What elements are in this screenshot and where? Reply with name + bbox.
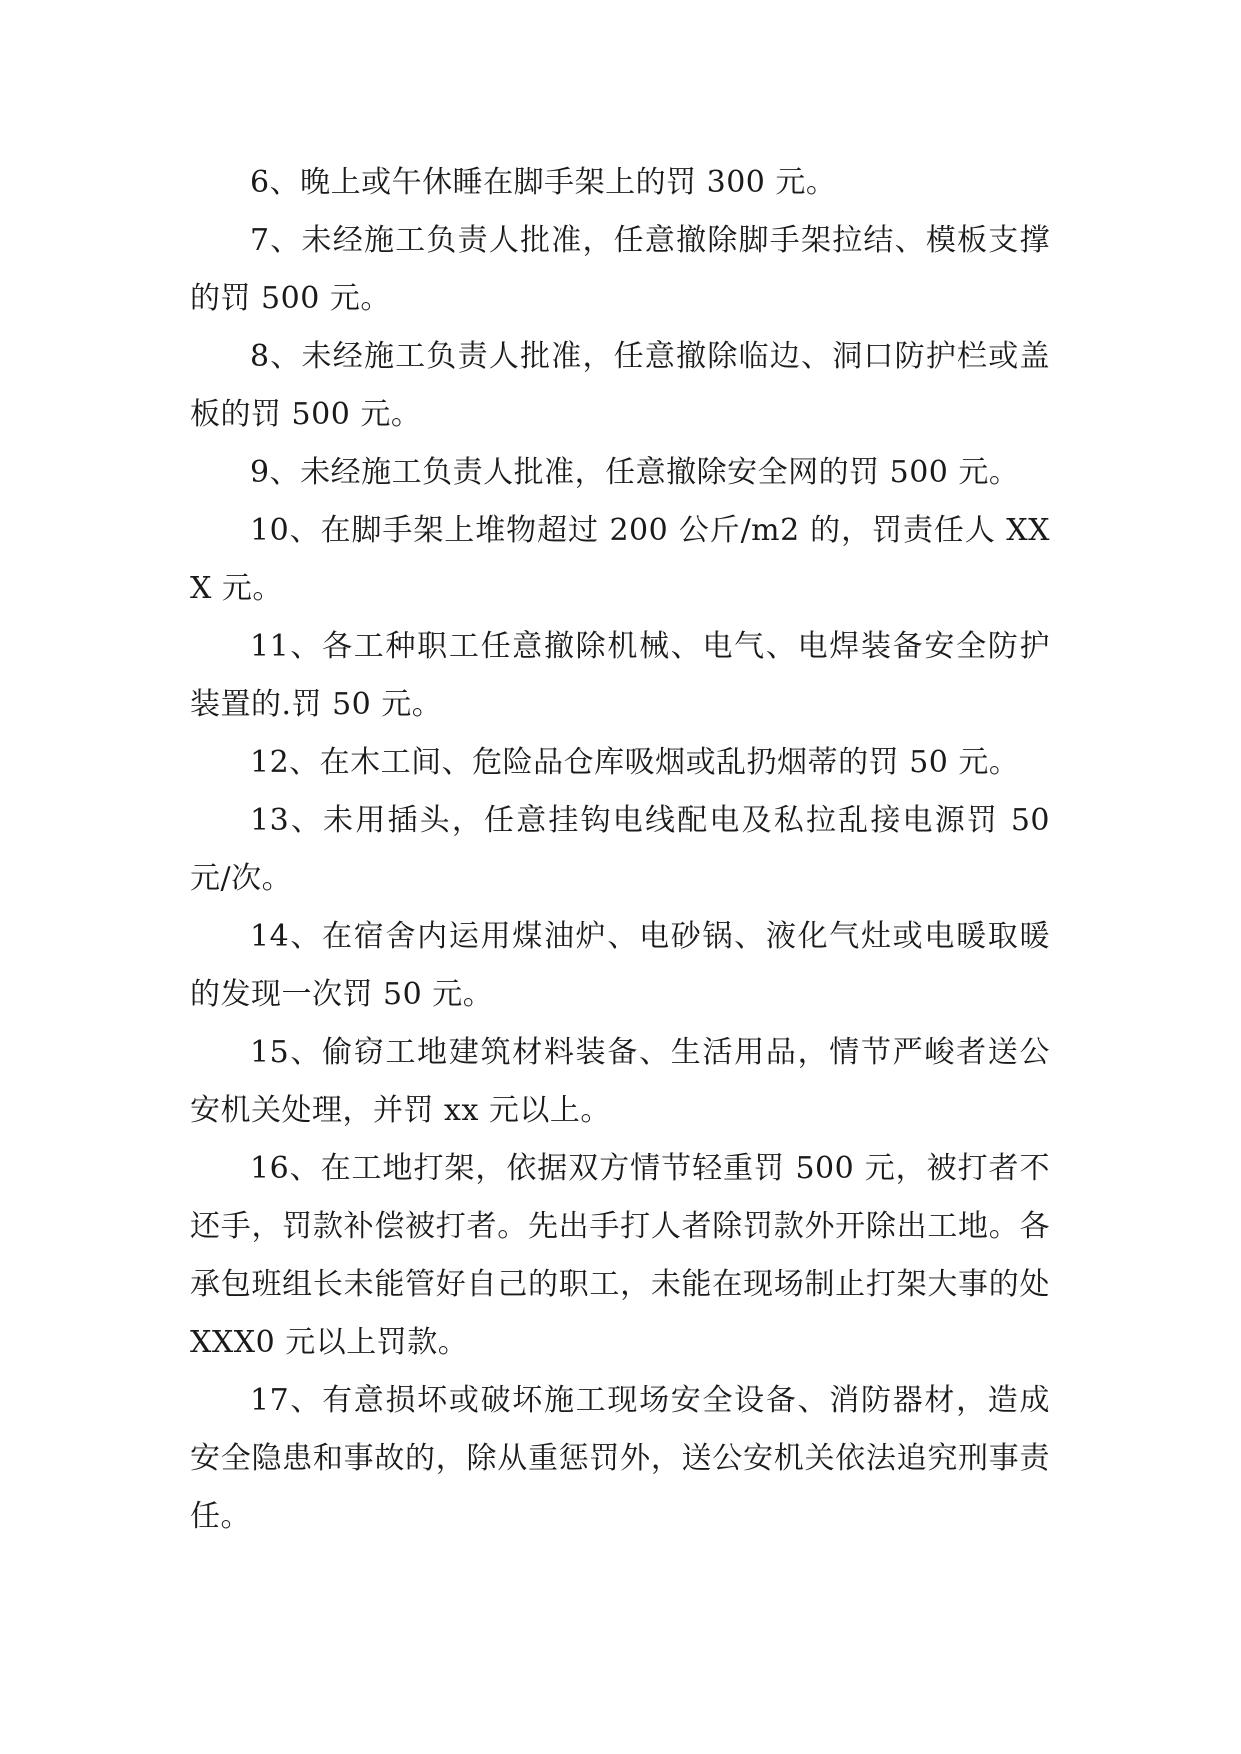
paragraph-item-17: 17、有意损坏或破坏施工现场安全设备、消防器材，造成安全隐患和事故的，除从重惩罚外，送公安机关依法追究刑事责任。 [190,1383,1050,1534]
paragraph-item-14: 14、在宿舍内运用煤油炉、电砂锅、液化气灶或电暖取暖的发现一次罚 50 元。 [190,919,1050,1012]
paragraph-item-16: 16、在工地打架，依据双方情节轻重罚 500 元，被打者不还手，罚款补偿被打者。先出手打人者除罚款外开除出工地。各承包班组长未能管好自己的职工，未能在现场制止打架大事的处 XXX0 元以上罚款。 [190,1151,1050,1360]
paragraph-item-12: 12、在木工间、危险品仓库吸烟或乱扔烟蒂的罚 50 元。 [250,745,1020,780]
paragraph-item-13: 13、未用插头，任意挂钩电线配电及私拉乱接电源罚 50 元/次。 [190,803,1050,896]
paragraph-item-6: 6、晚上或午休睡在脚手架上的罚 300 元。 [250,165,837,200]
paragraph-item-11: 11、各工种职工任意撤除机械、电气、电焊装备安全防护装置的.罚 50 元。 [190,629,1050,722]
paragraph-item-10: 10、在脚手架上堆物超过 200 公斤/m2 的，罚责任人 XXX 元。 [190,513,1050,606]
document-body [190,154,1050,1546]
paragraph-item-7: 7、未经施工负责人批准，任意撤除脚手架拉结、模板支撑的罚 500 元。 [190,223,1050,316]
paragraph-item-9: 9、未经施工负责人批准，任意撤除安全网的罚 500 元。 [250,455,1020,490]
paragraph-item-15: 15、偷窃工地建筑材料装备、生活用品，情节严峻者送公安机关处理，并罚 xx 元以上。 [190,1035,1050,1128]
paragraph-item-8: 8、未经施工负责人批准，任意撤除临边、洞口防护栏或盖板的罚 500 元。 [190,339,1050,432]
